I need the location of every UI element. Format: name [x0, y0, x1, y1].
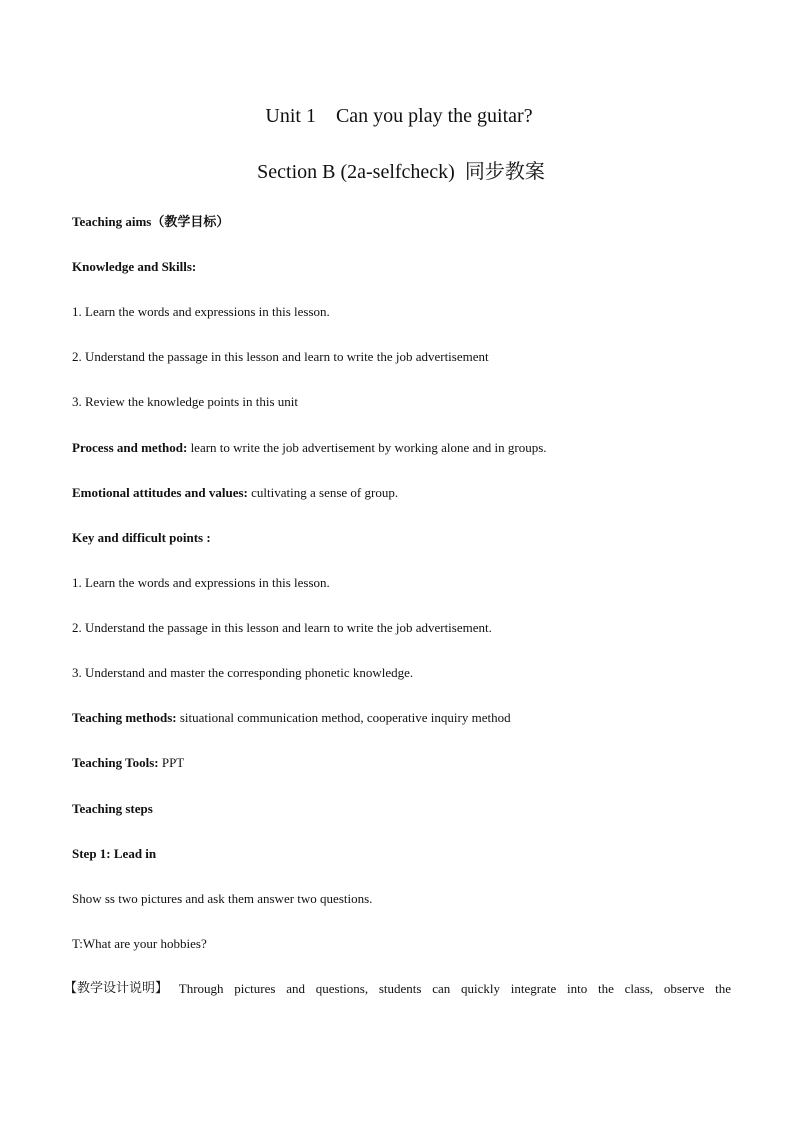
teaching-methods-paragraph [72, 709, 732, 727]
teaching-tools-paragraph [72, 754, 732, 772]
design-note-word: quickly [461, 981, 501, 996]
key-point-item-2: 2. Understand the passage in this lesson and learn to write the job advertisement. [72, 620, 492, 635]
design-note-word: students [378, 981, 422, 996]
emotional-label: Emotional attitudes and values: [72, 485, 248, 500]
design-note-word: pictures [234, 981, 276, 996]
knowledge-skills-heading: Knowledge and Skills: [72, 259, 197, 274]
process-method-label: Process and method: [72, 440, 188, 455]
design-note-word: can [432, 981, 451, 996]
design-note-word: observe [663, 981, 705, 996]
teaching-tools-label: Teaching Tools: [72, 755, 159, 770]
key-point-item-3: 3. Understand and master the corresponding phonetic knowledge. [72, 665, 414, 680]
teaching-tools-text: PPT [158, 755, 185, 770]
design-note-paragraph [64, 980, 731, 998]
teaching-steps-heading: Teaching steps [72, 801, 153, 816]
design-note-word: questions, [315, 981, 369, 996]
teaching-methods-label: Teaching methods: [72, 710, 177, 725]
section-title: Section B (2a-selfcheck) 同步教案 [257, 161, 545, 183]
design-note-label: 【教学设计说明】 [64, 981, 169, 996]
knowledge-item-1: 1. Learn the words and expressions in this lesson. [72, 304, 330, 319]
design-note-word: Through [178, 981, 224, 996]
design-note-word: the [715, 981, 731, 996]
knowledge-item-2: 2. Understand the passage in this lesson and learn to write the job advertisement [72, 349, 489, 364]
teaching-aims-heading: Teaching aims（教学目标） [72, 214, 230, 229]
emotional-paragraph [72, 484, 732, 502]
design-note-word: class, [624, 981, 654, 996]
step1-instruction: Show ss two pictures and ask them answer two questions. [72, 891, 373, 906]
unit-title: Unit 1 Can you play the guitar? [265, 105, 533, 127]
design-note-word: the [598, 981, 614, 996]
key-points-heading: Key and difficult points : [72, 530, 211, 545]
process-method-paragraph [72, 439, 732, 457]
step1-question: T:What are your hobbies? [72, 936, 207, 951]
design-note-word: into [567, 981, 588, 996]
knowledge-item-3: 3. Review the knowledge points in this unit [72, 394, 299, 409]
step1-heading: Step 1: Lead in [72, 846, 157, 861]
key-point-item-1: 1. Learn the words and expressions in this lesson. [72, 575, 330, 590]
teaching-methods-text: situational communication method, cooperative inquiry method [176, 710, 511, 725]
design-note-word: integrate [510, 981, 557, 996]
emotional-text: cultivating a sense of group. [247, 485, 399, 500]
process-method-text: learn to write the job advertisement by working alone and in groups. [187, 440, 547, 455]
design-note-word: and [286, 981, 305, 996]
